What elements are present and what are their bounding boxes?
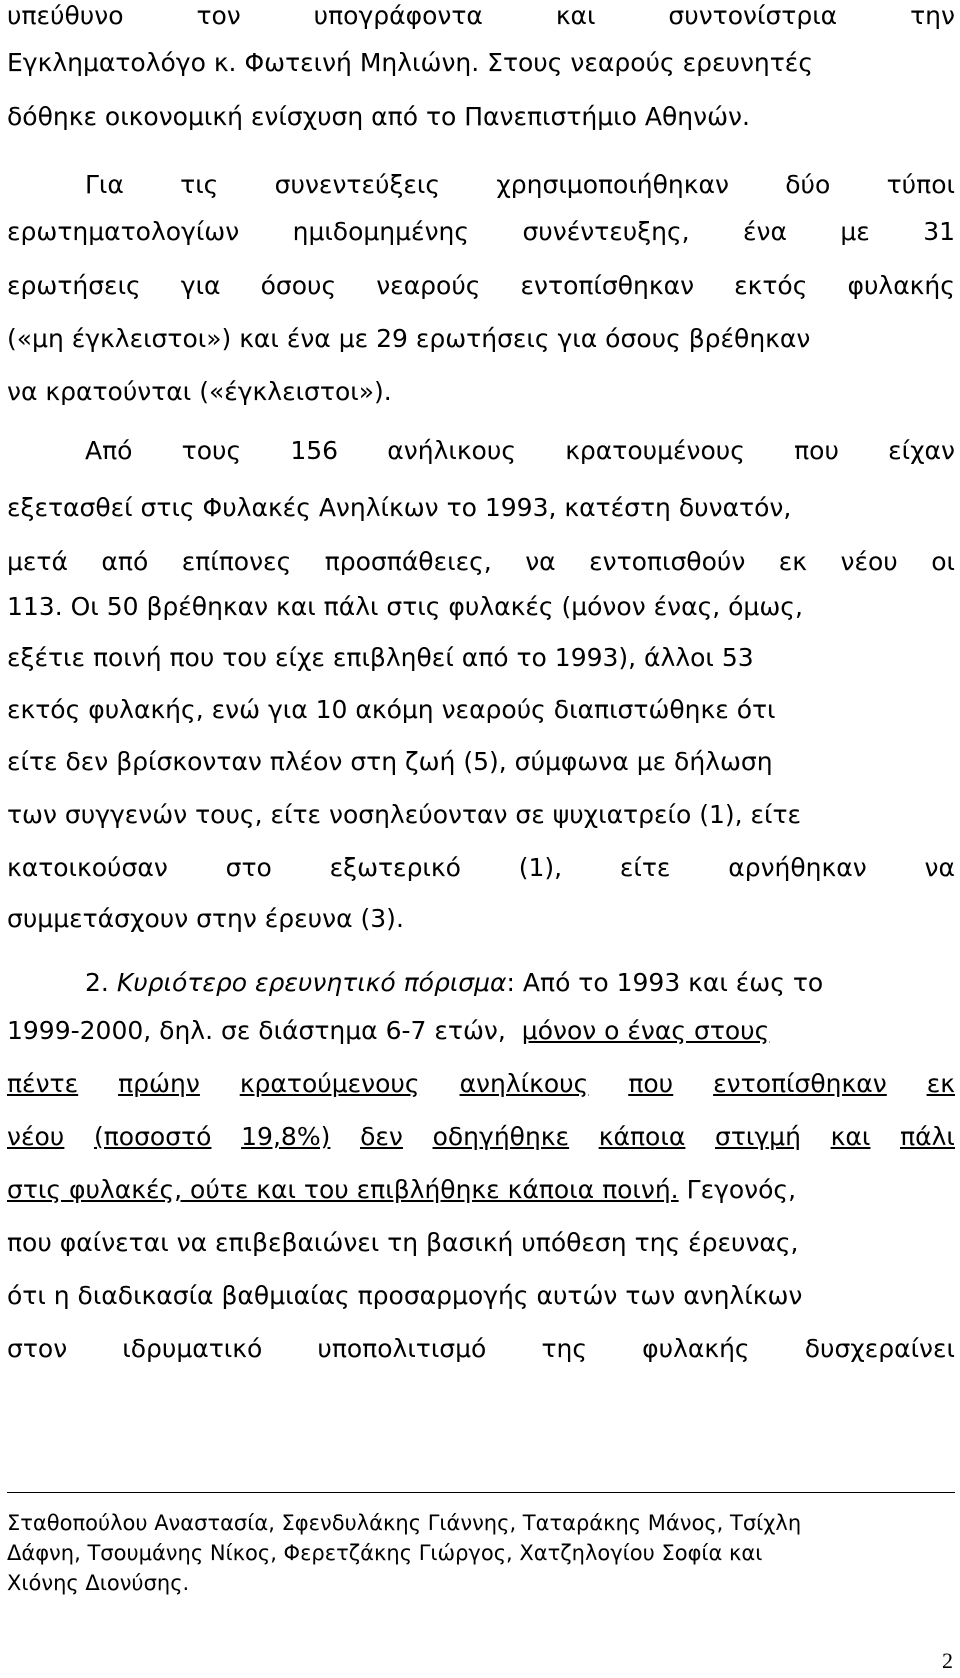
text-line: ότι η διαδικασία βαθμιαίας προσαρμογής αυτών των ανηλίκων (7, 1281, 803, 1310)
word: πρώην (118, 1069, 200, 1098)
word: (ποσοστό (93, 1122, 212, 1151)
word: νέου (7, 1122, 65, 1151)
finding-number: 2. (85, 968, 109, 997)
text-line (85, 165, 955, 205)
text-line: εξετασθεί στις Φυλακές Ανηλίκων το 1993, κατέστη δυνατόν, (7, 493, 792, 522)
word: τους (181, 436, 242, 465)
word: τον (196, 1, 241, 30)
word: πέντε (7, 1069, 79, 1098)
word: συντονίστρια (668, 1, 838, 30)
footnote-line: Δάφνη, Τσουμάνης Νίκος, Φερετζάκης Γιώργος, Χατζηλογίου Σοφία και (7, 1541, 763, 1565)
word: και (830, 1122, 871, 1151)
text-line: συμμετάσχουν στην έρευνα (3). (7, 904, 404, 933)
word: την (910, 1, 955, 30)
word: αρνήθηκαν (728, 853, 867, 882)
word: κατοικούσαν (7, 853, 168, 882)
text-line: που φαίνεται να επιβεβαιώνει τη βασική υπόθεση της έρευνας, (7, 1228, 799, 1257)
word: ημιδομημένης (292, 217, 470, 246)
word: να (924, 853, 955, 882)
underlined-finding (7, 1064, 955, 1104)
finding-heading-line (85, 963, 955, 1003)
word: (1), (518, 853, 563, 882)
word: εκ (926, 1069, 955, 1098)
word: υπογράφοντα (313, 1, 483, 30)
word: τύποι (886, 170, 955, 199)
word: με (840, 217, 870, 246)
word: και (555, 1, 596, 30)
word: ανηλίκους (459, 1069, 589, 1098)
text-line (7, 848, 955, 888)
word: κρατουμένους (565, 436, 745, 465)
word: εξωτερικό (329, 853, 461, 882)
word: νέου (840, 547, 898, 576)
text-line (7, 542, 955, 582)
finding-heading-rest: : Από το 1993 και έως το (506, 968, 824, 997)
word: στιγμή (715, 1122, 801, 1151)
word: για (180, 271, 221, 300)
text-line: εξέτιε ποινή που του είχε επιβληθεί από το 1993), άλλοι 53 (7, 643, 754, 672)
underlined-finding (7, 1117, 955, 1157)
word: χρησιμοποιήθηκαν (496, 170, 729, 199)
text-line: δόθηκε οικονομική ενίσχυση από το Πανεπιστήμιο Αθηνών. (7, 102, 750, 131)
word: εντοπισθούν (589, 547, 746, 576)
word: είχαν (888, 436, 955, 465)
word: ανήλικους (387, 436, 516, 465)
word: δύο (785, 170, 831, 199)
word: 156 (290, 436, 339, 465)
word: οι (931, 547, 955, 576)
word: κρατούμενους (239, 1069, 420, 1098)
underlined-finding: στις φυλακές, ούτε και του επιβλήθηκε κάποια ποινή. (7, 1175, 679, 1204)
text-line: των συγγενών τους, είτε νοσηλεύονταν σε ψυχιατρείο (1), είτε (7, 800, 802, 829)
word: φυλακής (847, 271, 955, 300)
word: που (628, 1069, 674, 1098)
word: μετά (7, 547, 68, 576)
word: ερωτηματολογίων (7, 217, 240, 246)
underlined-finding: μόνον ο ένας στους (521, 1016, 770, 1045)
word: Για (85, 170, 124, 199)
word: προσπάθειες, (324, 547, 492, 576)
word: επίπονες (181, 547, 292, 576)
footnote-line: Σταθοπούλου Αναστασία, Σφενδυλάκης Γιάννης, Ταταράκης Μάνος, Τσίχλη (7, 1511, 802, 1535)
text-line (85, 431, 955, 471)
word: όσους (260, 271, 337, 300)
text-line: να κρατούνται («έγκλειστοι»). (7, 377, 392, 406)
word: φυλακής (642, 1334, 750, 1363)
word: τις (180, 170, 219, 199)
word: υπεύθυνο (7, 1, 124, 30)
text-line: εκτός φυλακής, ενώ για 10 ακόμη νεαρούς διαπιστώθηκε ότι (7, 695, 776, 724)
text-line (7, 212, 955, 252)
word: είτε (619, 853, 671, 882)
word: εντοπίσθηκαν (713, 1069, 887, 1098)
word: συνεντεύξεις (274, 170, 441, 199)
text-line (7, 266, 955, 306)
word: οδηγήθηκε (432, 1122, 570, 1151)
word: που (794, 436, 839, 465)
document-page (7, 0, 955, 1678)
word: υποπολιτισμό (317, 1334, 487, 1363)
word: 31 (923, 217, 955, 246)
word: δεν (360, 1122, 403, 1151)
page-number: 2 (942, 1648, 953, 1673)
footnote-line: Χιόνης Διονύσης. (7, 1571, 190, 1595)
word: ιδρυματικό (122, 1334, 263, 1363)
finding-heading: Κυριότερο ερευνητικό πόρισμα (116, 968, 507, 997)
text-line: («μη έγκλειστοι») και ένα με 29 ερωτήσεις για όσους βρέθηκαν (7, 324, 811, 353)
word: στο (225, 853, 272, 882)
footnote-separator (7, 1492, 955, 1493)
word: της (541, 1334, 588, 1363)
word: ένα (743, 217, 787, 246)
word: νεαρούς (376, 271, 481, 300)
word: από (101, 547, 149, 576)
text-line: είτε δεν βρίσκονταν πλέον στη ζωή (5), σύμφωνα με δήλωση (7, 747, 773, 776)
word: πάλι (900, 1122, 955, 1151)
word: 19,8%) (241, 1122, 331, 1151)
text-line (7, 1329, 955, 1369)
word: να (525, 547, 556, 576)
word: Από (85, 436, 133, 465)
word: συνέντευξης, (522, 217, 690, 246)
word: ερωτήσεις (7, 271, 141, 300)
word: δυσχεραίνει (804, 1334, 955, 1363)
text-line: Εγκληματολόγο κ. Φωτεινή Μηλιώνη. Στους νεαρούς ερευνητές (7, 48, 813, 77)
finding-line: στις φυλακές, ούτε και του επιβλήθηκε κάποια ποινή. Γεγονός, (7, 1175, 797, 1204)
word: εκ (778, 547, 808, 576)
finding-line: 1999-2000, δηλ. σε διάστημα 6-7 ετών, μόνον ο ένας στους (7, 1016, 770, 1045)
text-line (7, 0, 955, 36)
word: στον (7, 1334, 68, 1363)
word: κάποια (598, 1122, 686, 1151)
word: εντοπίσθηκαν (520, 271, 695, 300)
word: εκτός (734, 271, 808, 300)
text-line: 113. Οι 50 βρέθηκαν και πάλι στις φυλακές (μόνον ένας, όμως, (7, 592, 803, 621)
